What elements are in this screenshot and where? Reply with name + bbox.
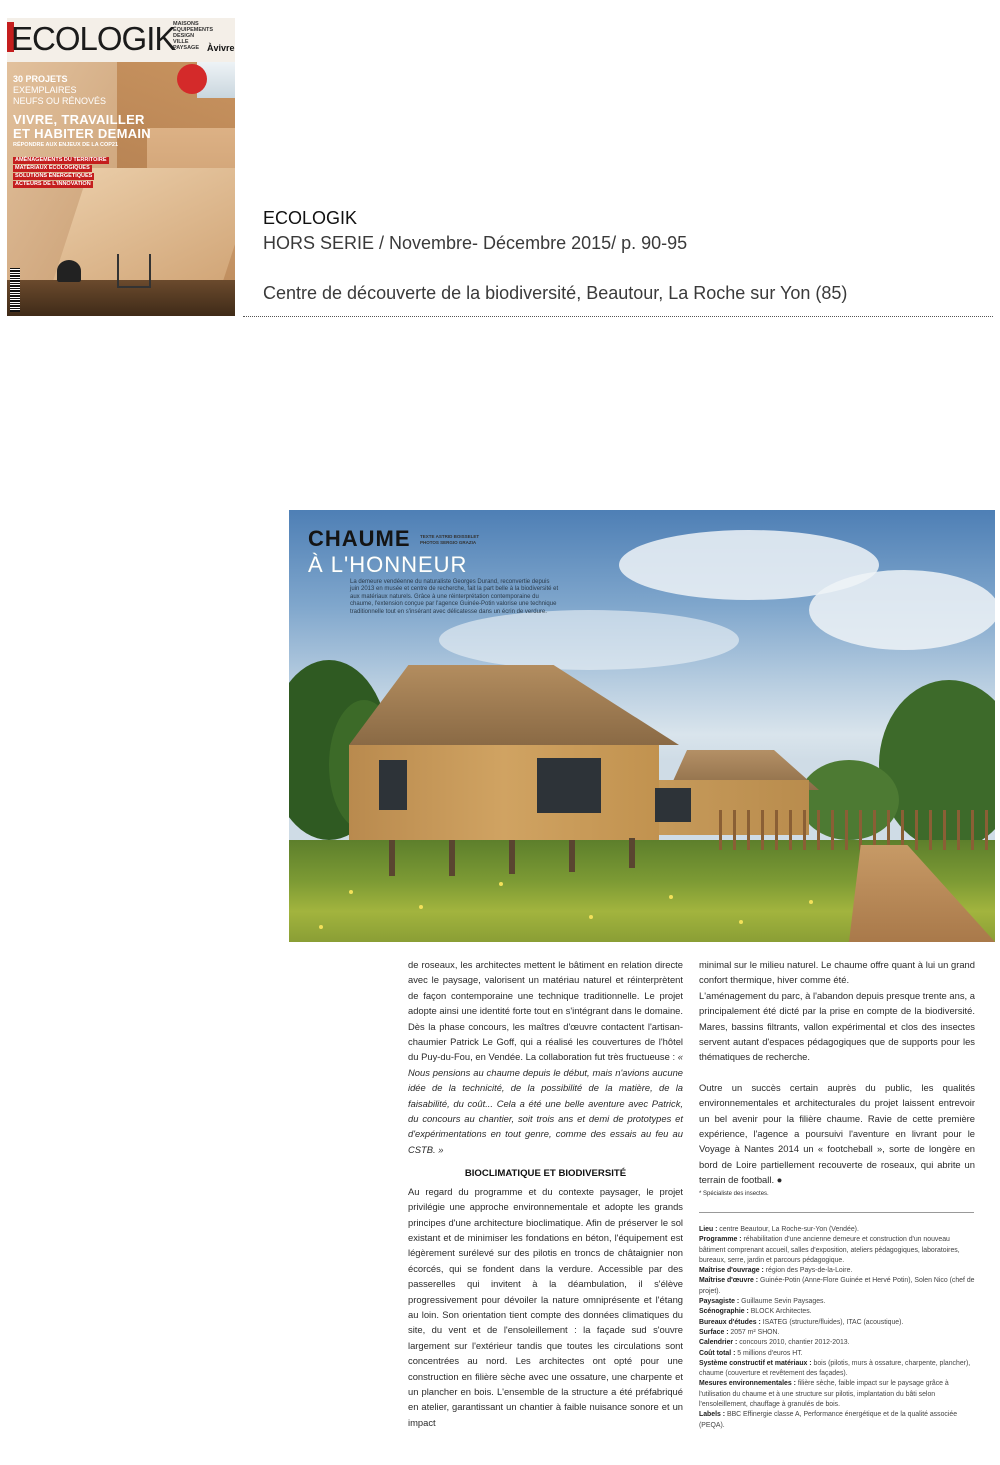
credit-text: TEXTE ASTRID BOISSELET	[420, 534, 480, 539]
flower	[499, 882, 503, 886]
spec-value: ISATEG (structure/fluides), ITAC (acoustique).	[762, 1318, 904, 1326]
spec-value: centre Beautour, La Roche-sur-Yon (Vendée).	[719, 1226, 859, 1233]
flower	[419, 905, 423, 909]
cover-tag: SOLUTIONS ÉNERGÉTIQUES	[15, 173, 93, 179]
spec-label: Programme :	[699, 1236, 742, 1244]
spec-label: Lieu :	[699, 1226, 718, 1233]
cover-rubric: DESIGN	[173, 33, 195, 39]
spec-label: Maîtrise d'ouvrage :	[699, 1267, 764, 1275]
specs-divider	[699, 1212, 974, 1213]
flower	[669, 895, 673, 899]
article-title: CHAUME	[308, 526, 411, 551]
spec-label: Scénographie :	[699, 1308, 749, 1316]
spec-label: Maîtrise d'œuvre :	[699, 1277, 759, 1285]
spec-row	[699, 1235, 975, 1266]
cover-chair	[117, 254, 151, 288]
boardwalk-railing	[719, 810, 995, 850]
pile	[569, 840, 575, 872]
flower	[319, 925, 323, 929]
spec-row	[699, 1318, 975, 1328]
spec-row	[699, 1225, 975, 1235]
building-window	[379, 760, 407, 810]
cover-sticker	[177, 64, 207, 94]
cover-line: EXEMPLAIRES	[13, 85, 77, 95]
spec-value: bois (pilotis, murs à ossature, charpente, plancher), chaume (couverture et revêtement des façades).	[699, 1359, 971, 1378]
spec-value: concours 2010, chantier 2012-2013.	[739, 1339, 850, 1347]
spec-row	[699, 1297, 975, 1307]
cover-subbrand: Àvivre	[207, 43, 235, 53]
spec-label: Bureaux d'études :	[699, 1318, 761, 1326]
spec-label: Surface :	[699, 1328, 729, 1336]
cover-tag: AMÉNAGEMENTS DU TERRITOIRE	[15, 157, 107, 163]
spec-label: Coût total :	[699, 1349, 736, 1357]
quote: « Nous pensions au chaume depuis le début, mais n'avions aucune idée de la technicité, de la possibilité de la matière, de la faisabilité, du coût... Cela a été une belle aventure avec Patrick, du concours au chantier, soit trois ans et demi de prototypes et d'expérimentations en tout genre, comme des essais au feu au CSTB. »	[408, 1051, 684, 1155]
spec-row	[699, 1359, 975, 1380]
spec-row	[699, 1379, 975, 1410]
cloud	[439, 610, 739, 670]
spacer	[699, 1065, 975, 1080]
spec-label: Système constructif et matériaux :	[699, 1359, 812, 1367]
pile	[389, 840, 395, 876]
article-lead: La demeure vendéenne du naturaliste Georges Durand, reconvertie depuis juin 2013 en musée et centre de recherche, fait la part belle à la biodiversité et aux matériaux naturels. Grâce à une réinterprétation contemporaine du chaume, l'extension conçue par l'agence Guinée-Potin valorise une technique traditionnelle tout en s'insérant avec délicatesse dans un écrin de verdure.	[350, 579, 559, 615]
project-specs	[699, 1225, 975, 1431]
issue-reference: HORS SERIE / Novembre- Décembre 2015/ p. 90-95	[263, 233, 688, 253]
spec-row	[699, 1410, 975, 1431]
paragraph: Outre un succès certain auprès du public, les qualités environnementales et architecturales du projet laissent entrevoir un bel avenir pour la filière chaume. Ravie de cette première expérience, l'agence a poursuivi l'aventure en livrant pour le Voyage à Nantes 2014 un « footcheball », sorte de longère en bord de Loire partiellement recouverte de roseaux, qui abrite un terrain de football. ●	[699, 1081, 975, 1186]
cover-rubric: PAYSAGE	[173, 45, 199, 51]
spec-value: filière sèche, faible impact sur le paysage grâce à l'utilisation du chaume et à une structure sur pilotis, implantation du bâti selon l'ensoleillement, chauffage à granulés de bois.	[699, 1380, 949, 1409]
paragraph: L'aménagement du parc, à l'abandon depuis presque trente ans, a principalement été dicté par la prise en compte de la biodiversité. Mares, bassins filtrants, vallon expérimental et clos des insectes servent autant d'espaces pédagogiques que de supports pour les thématiques de recherche.	[699, 989, 975, 1063]
cover-tag: MATÉRIAUX ÉCOLOGIQUES	[15, 165, 90, 171]
cover-line: 30 PROJETS	[13, 74, 68, 84]
barcode-icon	[10, 268, 20, 312]
spec-label: Calendrier :	[699, 1339, 738, 1347]
article-title-sub: À L'HONNEUR	[308, 552, 468, 577]
pile	[629, 838, 635, 868]
paragraph: Au regard du programme et du contexte paysager, le projet privilégie une approche environnementale et adopte les grands principes d'une architecture bioclimatique. Afin de préserver le sol existant et de minimiser les fondations en béton, l'équipement est légèrement surélevé sur des pilotis en troncs de châtaignier non écorcés, qui se fondent dans la verdure. Accessible par des passerelles qui invitent à la déambulation, il s'élève progressivement pour dévoiler la nature omniprésente et l'étang au loin. Son orientation tient compte des données climatiques du site, du vent et de l'ensoleillement : la façade sud s'ouvre largement sur l'extérieur tandis que toutes les circulations sont concentrées au nord. Les architectes ont opté pour une construction en filière sèche avec une ossature, une charpente et un plancher en bois. L'ensemble de la structure a été préfabriqué en atelier, garantissant un chantier à faible nuisance sonore et un impact	[408, 1185, 683, 1428]
credit-photo: PHOTOS SERGIO GRAZIA	[420, 540, 477, 545]
spec-value: région des Pays-de-la-Loire.	[765, 1267, 853, 1275]
building-window	[537, 758, 601, 813]
spec-value: 5 millions d'euros HT.	[737, 1349, 803, 1357]
flower	[809, 900, 813, 904]
cover-tag: ACTEURS DE L'INNOVATION	[15, 181, 91, 187]
cover-rubric: ÉQUIPEMENTS	[173, 27, 214, 33]
thatched-roof	[349, 665, 679, 745]
article-credits	[420, 534, 479, 546]
spec-value: Guinée-Potin (Anne-Flore Guinée et Hervé Potin), Solen Nico (chef de projet).	[699, 1277, 975, 1295]
spec-value: 2057 m² SHON.	[730, 1328, 780, 1336]
spec-value: BBC Effinergie classe A, Performance énergétique et de la qualité associée (PEQA).	[699, 1411, 958, 1429]
spec-value: Guillaume Sevin Paysages.	[741, 1298, 826, 1306]
spec-row	[699, 1266, 975, 1276]
spec-value: réhabilitation d'une ancienne demeure et construction d'un nouveau bâtiment comprenant accueil, salles d'exposition, ateliers pédagogiques, laboratoires, bureaux, serre, jardin et parcours pédagogique.	[699, 1236, 960, 1264]
article-column-1	[408, 957, 683, 1430]
cloud	[809, 570, 995, 650]
pile	[509, 840, 515, 874]
paragraph: minimal sur le milieu naturel. Le chaume offre quant à lui un grand confort thermique, hiver comme été.	[699, 959, 975, 986]
footnote: * Spécialiste des insectes.	[699, 1190, 769, 1197]
pile	[449, 840, 455, 876]
article-column-2	[699, 957, 975, 1199]
cover-rubric: MAISONS	[173, 21, 199, 27]
spec-label: Paysagiste :	[699, 1298, 740, 1306]
dotted-divider	[243, 316, 993, 317]
cover-rubric: VILLE	[173, 39, 189, 45]
spec-label: Mesures environnementales :	[699, 1380, 796, 1388]
spec-label: Labels :	[699, 1411, 726, 1419]
paragraph: de roseaux, les architectes mettent le bâtiment en relation directe avec le paysage, valorisent un matériau naturel et réinterprètent de façon contemporaine une technique traditionnelle. Le projet adopte ainsi une identité forte tout en s'intégrant dans le domaine. Dès la phase concours, les maîtres d'œuvre contactent l'artisan-chaumier Patrick Le Goff, qui a réalisé les couvertures de l'hôtel du Puy-du-Fou, en Vendée. La collaboration fut très fructueuse :	[408, 959, 683, 1063]
spec-row	[699, 1349, 975, 1359]
cover-lamp	[57, 260, 81, 282]
flower	[589, 915, 593, 919]
cover-brand: ECOLOGIK	[11, 20, 176, 57]
spec-row	[699, 1328, 975, 1338]
flower	[349, 890, 353, 894]
subheading: BIOCLIMATIQUE ET BIODIVERSITÉ	[464, 1168, 627, 1180]
spec-value: BLOCK Architectes.	[750, 1308, 812, 1316]
flower	[739, 920, 743, 924]
spec-row	[699, 1307, 975, 1317]
cover-headline: ET HABITER DEMAIN	[13, 126, 151, 141]
cover-headline: VIVRE, TRAVAILLER	[13, 112, 145, 127]
magazine-name: ECOLOGIK	[263, 208, 358, 228]
magazine-cover	[7, 18, 235, 316]
spec-row	[699, 1338, 975, 1348]
cover-tagline: RÉPONDRE AUX ENJEUX DE LA COP21	[13, 142, 119, 148]
project-title: Centre de découverte de la biodiversité, Beautour, La Roche sur Yon (85)	[263, 283, 848, 303]
building-window	[655, 788, 691, 822]
cover-line: NEUFS OU RÉNOVÉS	[13, 96, 107, 106]
spec-row	[699, 1276, 975, 1297]
